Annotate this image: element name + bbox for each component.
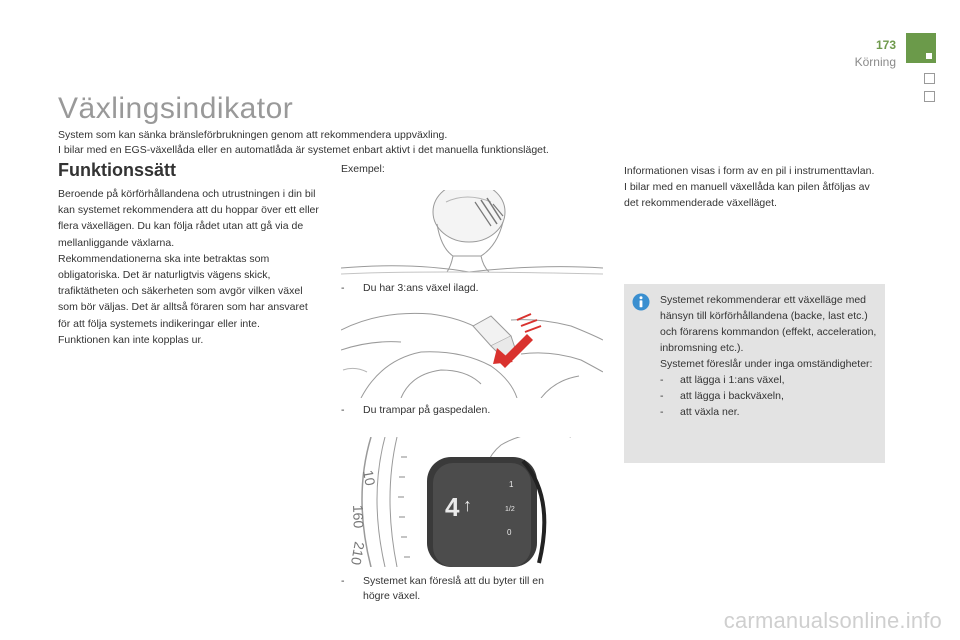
- intro-text: [58, 128, 918, 158]
- paragraph: Informationen visas i form av en pil i instrumenttavlan.: [624, 165, 875, 177]
- instrument-cluster-illustration: [341, 437, 573, 567]
- step-dash: -: [341, 575, 345, 587]
- page-number: 173: [875, 38, 896, 52]
- info-paragraph: Systemet föreslår under inga omständigheter:: [660, 358, 873, 370]
- list-item: - att växla ner.: [660, 406, 740, 418]
- info-text: [660, 292, 880, 420]
- dial-number: 160: [350, 504, 367, 529]
- section-title: Körning: [854, 55, 896, 69]
- scale-mark: 1/2: [505, 506, 515, 513]
- gear-knob-drawing: [341, 190, 603, 275]
- watermark: carmanualsonline.info: [723, 608, 942, 633]
- pedal-drawing: [341, 300, 603, 398]
- step-dash: -: [341, 404, 345, 416]
- paragraph: Rekommendationerna ska inte betraktas som obligatoriska. Det är naturligtvis vägens skick, trafiktätheten och säkerheten som avgör vilken växel som bör väljas. Det är alltså föraren som har ansvaret för att följa systemets indikeringar eller inte.: [58, 252, 308, 330]
- example-label: Exempel:: [341, 163, 385, 175]
- list-item: - att lägga i backväxeln,: [660, 390, 784, 402]
- scale-mark: 1: [509, 480, 514, 489]
- chapter-tab-active: [906, 33, 936, 63]
- dial-number: 210: [347, 540, 368, 567]
- step-text: Du har 3:ans växel ilagd.: [363, 282, 479, 294]
- chapter-tab-empty: [924, 73, 935, 84]
- right-column-text: [624, 163, 886, 212]
- info-paragraph: Systemet rekommenderar ett växelläge med hänsyn till körförhållandena (backe, last etc.) och förarens kommandon (effekt, acceleration, inbromsning etc.).: [660, 294, 877, 354]
- step-text-continued: högre växel.: [363, 590, 421, 602]
- scale-mark: 0: [507, 528, 512, 537]
- step-dash: -: [341, 282, 345, 294]
- chapter-tab-mark: [926, 53, 932, 59]
- step-3: [341, 574, 596, 604]
- intro-line: I bilar med en EGS-växellåda eller en automatlåda är systemet enbart aktivt i det manuella funktionsläget.: [58, 144, 549, 156]
- pedal-illustration: [341, 300, 603, 398]
- paragraph: Beroende på körförhållandena och utrustningen i din bil kan systemet rekommendera att du hoppar över ett eller flera växellägen. Du kan följa rådet utan att gå via de mellanliggande växlarna.: [58, 188, 319, 249]
- info-list: [660, 372, 880, 420]
- list-item: - att lägga i 1:ans växel,: [660, 374, 785, 386]
- step-text: Du trampar på gaspedalen.: [363, 404, 491, 416]
- shift-up-arrow: ↑: [463, 495, 472, 515]
- gear-indicator: 4: [445, 492, 460, 522]
- info-icon: [632, 293, 650, 311]
- dial-number: 10: [360, 468, 379, 487]
- chapter-tab-empty: [924, 91, 935, 102]
- paragraph: I bilar med en manuell växellåda kan pilen åtföljas av det rekommenderade växelläget.: [624, 181, 870, 210]
- step-2: [341, 403, 596, 418]
- gear-knob-illustration: [341, 190, 603, 275]
- paragraph: Funktionen kan inte kopplas ur.: [58, 333, 204, 346]
- step-text: Systemet kan föreslå att du byter till en: [363, 575, 544, 587]
- section-heading: Funktionssätt: [58, 160, 177, 180]
- instrument-cluster-drawing: [341, 437, 573, 567]
- intro-line: System som kan sänka bränsleförbrukningen genom att rekommendera uppväxling.: [58, 129, 448, 141]
- step-1: [341, 281, 596, 296]
- left-column-text: [58, 186, 320, 348]
- info-box: [624, 284, 885, 463]
- page-title: Växlingsindikator: [58, 92, 294, 125]
